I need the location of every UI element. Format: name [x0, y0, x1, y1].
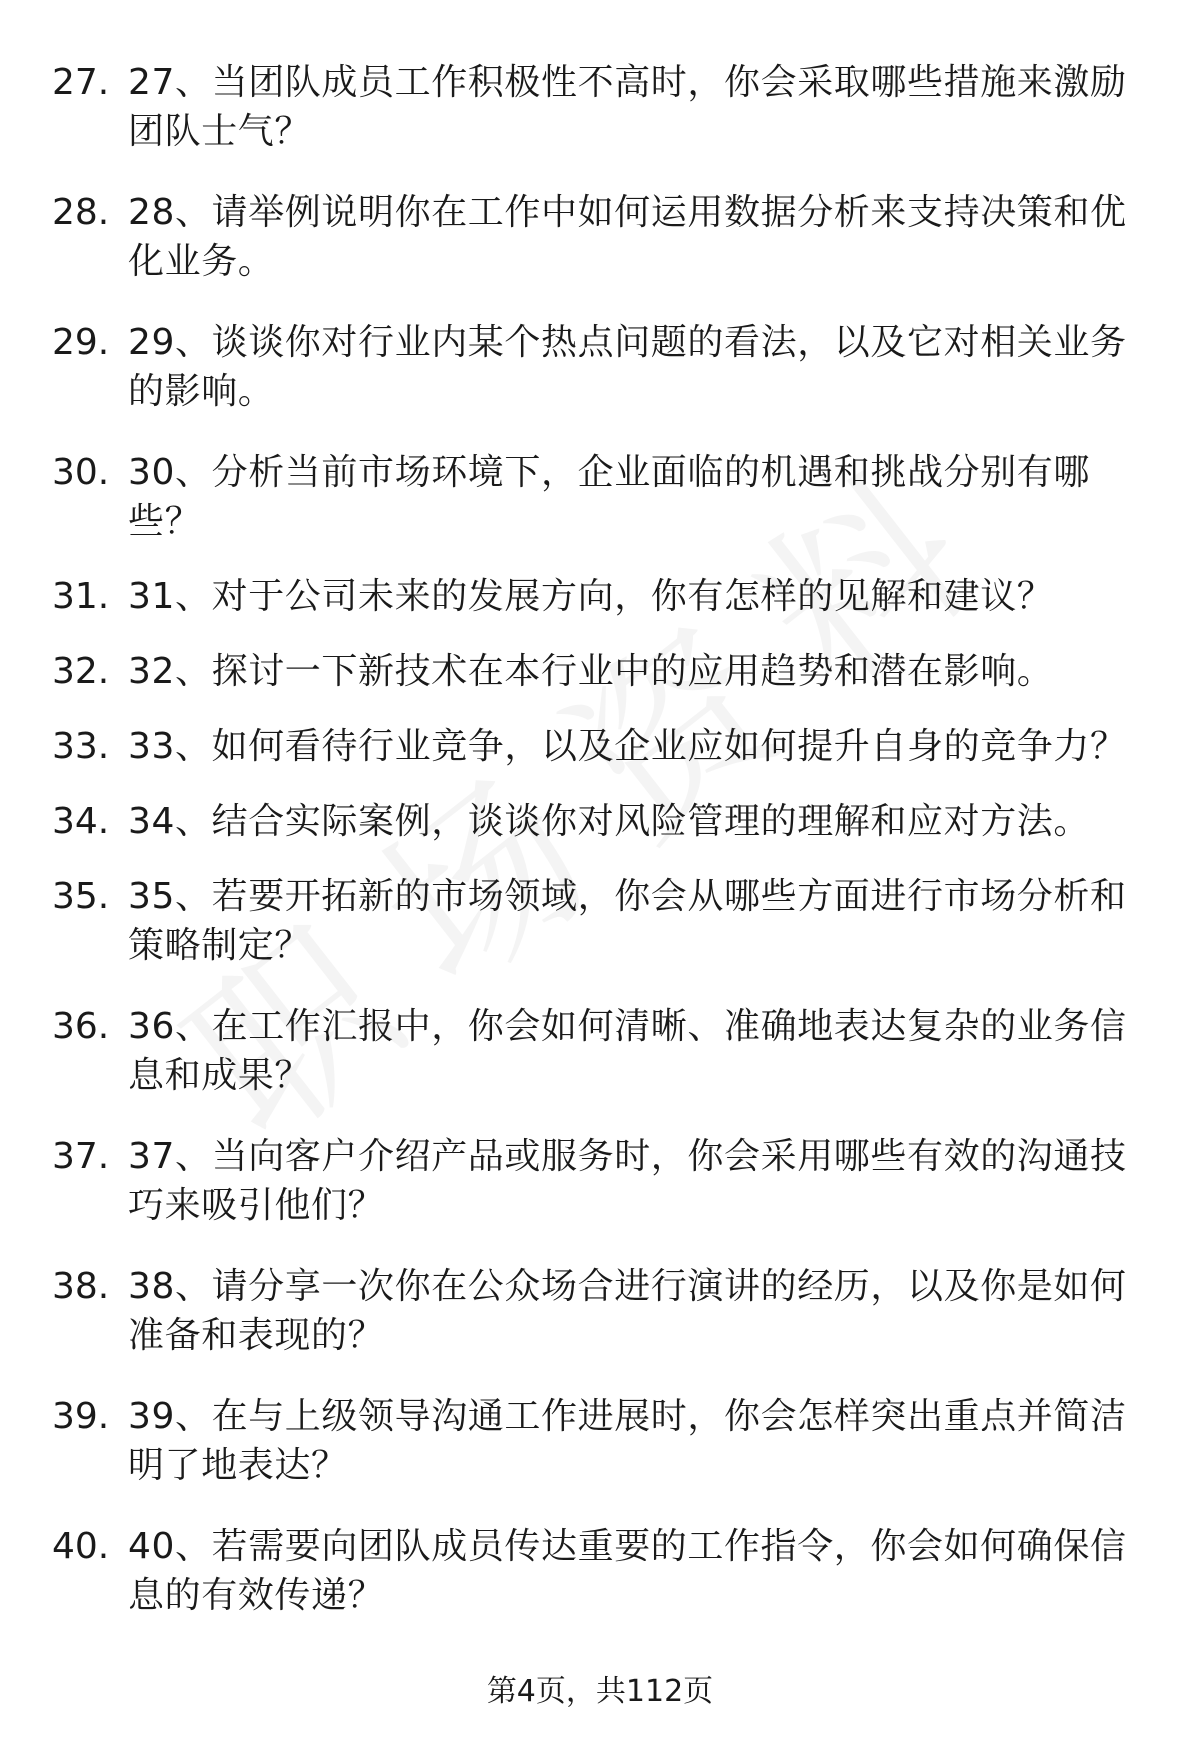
question-number: 29.	[52, 322, 110, 363]
question-text: 40、若需要向团队成员传达重要的工作指令，你会如何确保信息的有效传递？	[128, 1526, 1127, 1616]
question-text: 30、分析当前市场环境下，企业面临的机遇和挑战分别有哪些？	[128, 452, 1091, 542]
question-number: 31.	[52, 576, 110, 617]
question-number: 28.	[52, 192, 110, 233]
question-number: 40.	[52, 1526, 110, 1567]
question-number: 34.	[52, 801, 110, 842]
question-text: 37、当向客户介绍产品或服务时，你会采用哪些有效的沟通技巧来吸引他们？	[128, 1136, 1127, 1226]
question-number: 39.	[52, 1396, 110, 1437]
question-text: 34、结合实际案例，谈谈你对风险管理的理解和应对方法。	[128, 801, 1091, 842]
question-item	[52, 1522, 1152, 1620]
question-text: 29、谈谈你对行业内某个热点问题的看法，以及它对相关业务的影响。	[128, 322, 1127, 412]
question-number: 30.	[52, 452, 110, 493]
question-item	[52, 647, 1152, 696]
question-text: 35、若要开拓新的市场领域，你会从哪些方面进行市场分析和策略制定？	[128, 876, 1127, 966]
question-number: 38.	[52, 1266, 110, 1307]
question-item	[52, 1392, 1152, 1490]
question-number: 36.	[52, 1006, 110, 1047]
question-number: 35.	[52, 876, 110, 917]
question-item	[52, 1002, 1152, 1100]
question-text: 32、探讨一下新技术在本行业中的应用趋势和潜在影响。	[128, 651, 1054, 692]
question-item	[52, 722, 1152, 771]
question-text: 28、请举例说明你在工作中如何运用数据分析来支持决策和优化业务。	[128, 192, 1127, 282]
question-list	[52, 58, 1152, 1652]
question-item	[52, 797, 1152, 846]
question-text: 38、请分享一次你在公众场合进行演讲的经历，以及你是如何准备和表现的？	[128, 1266, 1127, 1356]
question-item	[52, 572, 1152, 621]
question-item	[52, 1132, 1152, 1230]
question-number: 33.	[52, 726, 110, 767]
question-text: 36、在工作汇报中，你会如何清晰、准确地表达复杂的业务信息和成果？	[128, 1006, 1127, 1096]
question-text: 39、在与上级领导沟通工作进展时，你会怎样突出重点并简洁明了地表达？	[128, 1396, 1127, 1486]
question-number: 27.	[52, 62, 110, 103]
question-item	[52, 58, 1152, 156]
question-number: 32.	[52, 651, 110, 692]
question-text: 31、对于公司未来的发展方向，你有怎样的见解和建议？	[128, 576, 1054, 617]
question-item	[52, 1262, 1152, 1360]
question-item	[52, 318, 1152, 416]
question-number: 37.	[52, 1136, 110, 1177]
page-footer: 第4页，共112页	[486, 1674, 714, 1709]
question-text: 33、如何看待行业竞争，以及企业应如何提升自身的竞争力？	[128, 726, 1127, 767]
question-item	[52, 872, 1152, 970]
question-text: 27、当团队成员工作积极性不高时，你会采取哪些措施来激励团队士气？	[128, 62, 1127, 152]
question-item	[52, 448, 1152, 546]
question-item	[52, 188, 1152, 286]
